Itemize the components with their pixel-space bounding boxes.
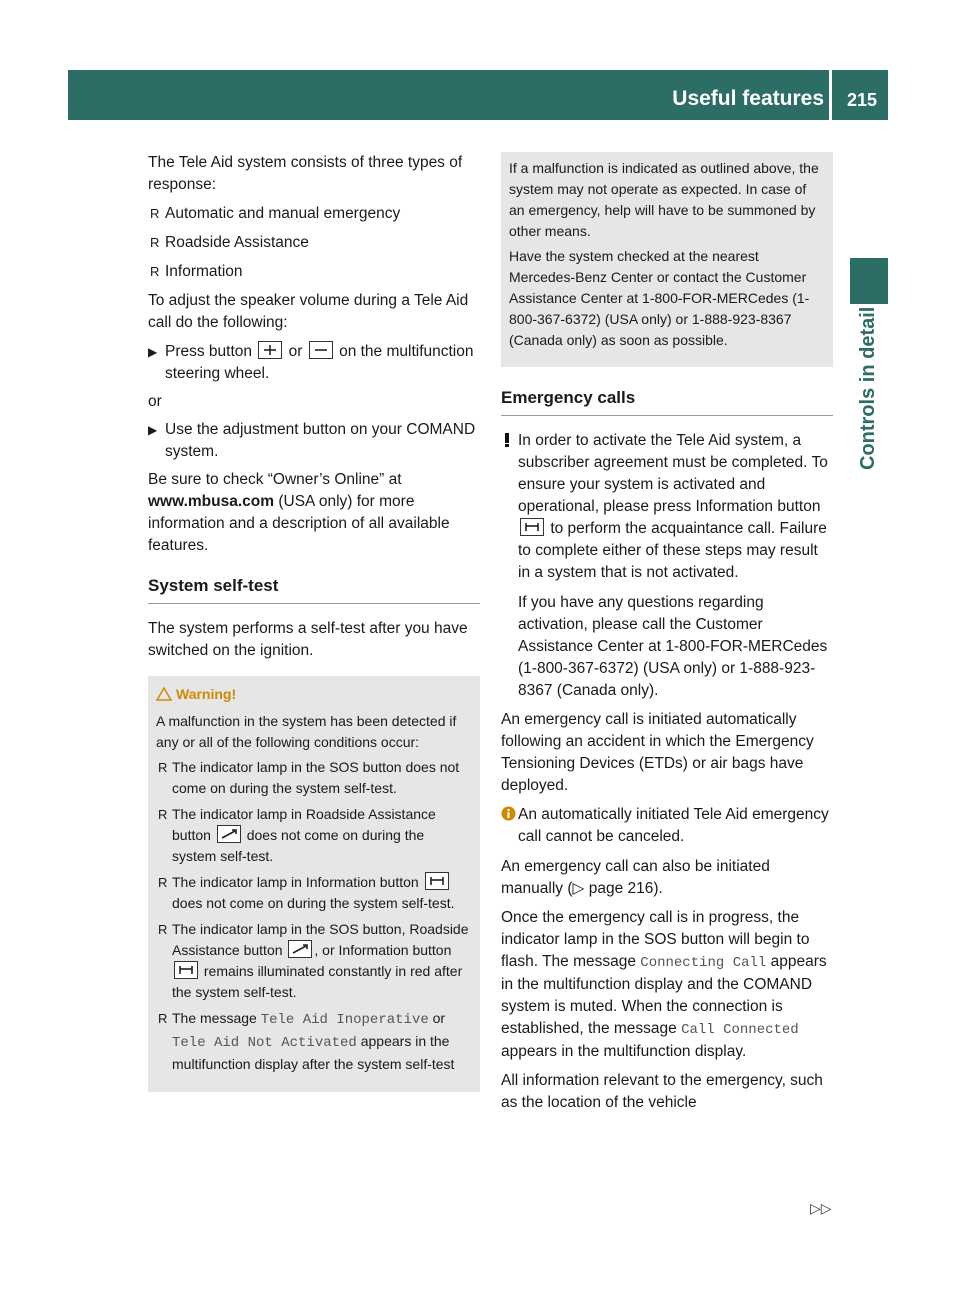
box-paragraph: Have the system checked at the nearest Mercedes-Benz Center or contact the Customer Assistance Center at 1-800-FOR-MERCedes (1-800-367-6372) (USA only) or 1-888-923-8367 (Canada only) as soon as possible. — [509, 248, 810, 348]
intro-text: The Tele Aid system consists of three types of response: — [148, 154, 463, 193]
emergency-heading: Emergency calls — [501, 381, 833, 416]
selftest-heading: System self-test — [148, 569, 480, 604]
plus-button-icon — [258, 341, 282, 359]
list-item: R Automatic and manual emergency — [150, 205, 401, 222]
list-item: R The indicator lamp in the SOS button, Roadside Assistance button , or Information button remains illuminated constantly in red after the system self-test. — [158, 921, 469, 1000]
section-label: Controls in detail — [857, 306, 879, 470]
display-message: Tele Aid Inoperative — [260, 1012, 429, 1028]
online-text: Be sure to check “Owner’s Online” at www.mbusa.com (USA only) for more information and a description of all available features. — [148, 471, 450, 554]
minus-button-icon — [309, 341, 333, 359]
step-item: ▶ Use the adjustment button on your COMAND system. — [148, 421, 476, 460]
list-item: R Roadside Assistance — [150, 234, 309, 251]
step-item: ▶ Press button or on the multifunction steering wheel. — [148, 343, 474, 382]
manual-call-text: An emergency call can also be initiated manually (▷ page 216). — [501, 858, 770, 897]
warning-title: Warning! — [156, 684, 472, 707]
warning-intro: A malfunction in the system has been detected if any or all of the following conditions occur: — [156, 713, 457, 750]
progress-text: Once the emergency call is in progress, the indicator lamp in the SOS button will begin to flash. The message Connecting Call appears in the multifunction display and the COMAND system is muted. When the connection is established, the message Call Connected appears in the multifunction display. — [501, 909, 827, 1060]
or-text: or — [148, 393, 162, 410]
auto-call-text: An emergency call is initiated automatically following an accident in which the Emergency Tensioning Devices (ETDs) or air bags have deployed. — [501, 711, 814, 794]
information-button-icon — [174, 961, 198, 979]
left-column — [148, 152, 480, 1092]
display-message: Tele Aid Not Activated — [172, 1035, 357, 1051]
right-column — [501, 152, 833, 1121]
box-paragraph: If a malfunction is indicated as outlined above, the system may not operate as expected. In case of an emergency, help will have to be summoned by other means. — [509, 160, 819, 239]
display-message: Call Connected — [681, 1022, 799, 1038]
page-number: 215 — [846, 90, 878, 110]
last-paragraph: All information relevant to the emergency, such as the location of the vehicle — [501, 1072, 823, 1111]
info-box — [501, 152, 833, 367]
information-button-icon — [425, 872, 449, 890]
list-item: R The indicator lamp in the SOS button does not come on during the system self-test. — [158, 759, 460, 796]
page-title: Useful features — [672, 87, 824, 110]
list-item: R The message Tele Aid Inoperative or Tele Aid Not Activated appears in the multifunction display after the system self-test — [158, 1010, 455, 1072]
exclamation-icon — [501, 432, 513, 455]
info-note: An automatically initiated Tele Aid emergency call cannot be canceled. — [501, 804, 833, 848]
important-note: In order to activate the Tele Aid system, a subscriber agreement must be completed. To ensure your system is activated and operational, please press Information button to perform the acquaintance call. Failure to complete either of these steps may result in a system that is not activated. — [501, 430, 833, 584]
website-link[interactable]: www.mbusa.com — [148, 493, 275, 510]
roadside-assistance-icon — [217, 825, 241, 843]
note-paragraph: If you have any questions regarding activation, please call the Customer Assistance Center at 1-800-FOR-MERCedes (1-800-367-6372) (USA only) or 1-888-923-8367 (Canada only). — [518, 594, 828, 699]
list-item: R The indicator lamp in Information button does not come on during the system self-test. — [158, 874, 455, 911]
continue-mark: ▷▷ — [810, 1200, 832, 1216]
selftest-text: The system performs a self-test after you have switched on the ignition. — [148, 620, 468, 659]
info-icon — [501, 806, 516, 828]
display-message: Connecting Call — [640, 955, 767, 971]
list-item: R The indicator lamp in Roadside Assistance button does not come on during the system self-test. — [158, 806, 436, 864]
information-button-icon — [520, 518, 544, 536]
roadside-assistance-icon — [288, 940, 312, 958]
list-item: R Information — [150, 263, 243, 280]
warning-box — [148, 676, 480, 1092]
warning-triangle-icon — [156, 686, 172, 707]
volume-intro: To adjust the speaker volume during a Tele Aid call do the following: — [148, 292, 469, 331]
header-separator — [829, 70, 832, 120]
